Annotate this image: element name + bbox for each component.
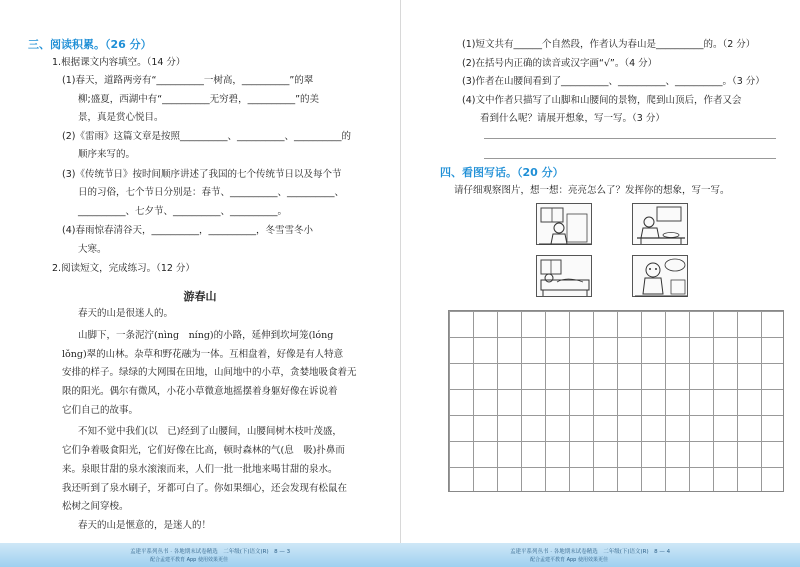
- q1-4-line-a: (4)春雨惊春清谷天，__________，__________，冬雪雪冬小: [62, 225, 313, 236]
- right-q4-line-a: (4)文中作者只描写了山脚和山腰间的景物，爬到山顶后，作者又会: [462, 95, 742, 106]
- story-line: lǒng)翠的山林。杂草和野花融为一体。互相盘着，好像是有人特意: [62, 349, 344, 360]
- q2-intro: 2.阅读短文，完成练习。（12 分）: [52, 263, 195, 274]
- right-q4-line-b: 看到什么呢？请展开想象，写一写。（3 分）: [480, 113, 665, 124]
- picture-3: [536, 255, 592, 297]
- story-line: 来。泉眼甘甜的泉水滚滚而来，人们一批一批地来喝甘甜的泉水。: [62, 464, 338, 475]
- story-line: 不知不觉中我们(以 已)经到了山腰间，山腰间树木枝叶茂盛，: [78, 426, 342, 437]
- q1-4-line-b: 大寒。: [78, 244, 107, 255]
- left-footer-text: 孟建平系列丛书 · 各地期末试卷精选 二年级(下)语文(R) 8 — 3: [130, 549, 291, 555]
- picture-2: [632, 203, 688, 245]
- left-footer: [0, 543, 400, 567]
- writing-grid[interactable]: [448, 310, 784, 492]
- right-footer: [400, 543, 800, 567]
- right-footer-sub: 配合孟建平教育 App 使用效果更佳: [530, 557, 608, 563]
- story-line: 松树之间穿梭。: [62, 501, 129, 512]
- picture-4: [632, 255, 688, 297]
- q1-3-line-c: __________、七夕节、__________、__________。: [78, 206, 288, 217]
- left-footer-sub: 配合孟建平教育 App 使用效果更佳: [150, 557, 228, 563]
- picture-1: [536, 203, 592, 245]
- story-line: 它们争着吸食阳光，它们好像在比高，顿时森林的气(息 吸)扑鼻而: [62, 445, 345, 456]
- story-line: 限的阳光。偶尔有微风，小花小草微意地摇摆着身躯好像在诉说着: [62, 386, 338, 397]
- section4-title: 四、看图写话。（20 分）: [440, 166, 564, 179]
- q1-3-line-a: (3)《传统节日》按时间顺序讲述了我国的七个传统节日以及每个节: [62, 169, 342, 180]
- story-line: 山脚下，一条泥泞(nìng níng)的小路，延伸到坎坷笼(lóng: [78, 330, 334, 341]
- section4-prompt: 请仔细观察图片，想一想：亮亮怎么了？发挥你的想象，写一写。: [454, 185, 730, 196]
- answer-line[interactable]: [484, 138, 776, 139]
- q1-intro: 1.根据课文内容填空。（14 分）: [52, 57, 186, 68]
- section3-title: 三、阅读积累。（26 分）: [28, 38, 152, 51]
- right-footer-text: 孟建平系列丛书 · 各地期末试卷精选 二年级(下)语文(R) 8 — 4: [510, 549, 671, 555]
- story-line: 安排的样子。绿绿的大网围在田地，山间地中的小草，贪婪地吸食着无: [62, 367, 357, 378]
- q1-1-line-a: (1)春天，道路两旁有“__________一树高，__________”的翠: [62, 75, 314, 86]
- q1-1-line-c: 景，真是赏心悦目。: [78, 112, 164, 123]
- story-line: 春天的山是惬意的，是迷人的！: [78, 520, 212, 531]
- right-q3: (3)作者在山腰间看到了__________、__________、__________。（3 分）: [462, 76, 765, 87]
- story-title: 游春山: [183, 290, 217, 303]
- story-line: 它们自己的故事。: [62, 405, 139, 416]
- right-q1: (1)短文共有______个自然段，作者认为春山是__________的。（2 分）: [462, 39, 756, 50]
- story-line: 春天的山是很迷人的。: [78, 308, 174, 319]
- q1-3-line-b: 日的习俗，七个节日分别是：春节、__________、__________、: [78, 187, 345, 198]
- q1-2-line-a: (2)《雷雨》这篇文章是按照__________、__________、__________的: [62, 131, 351, 142]
- q1-2-line-b: 顺序来写的。: [78, 149, 136, 160]
- q1-1-line-b: 柳;盛夏，西湖中有“__________无穷碧，__________”的美: [78, 94, 320, 105]
- right-q2: (2)在括号内正确的读音或汉字画“√”。（4 分）: [462, 58, 658, 69]
- answer-line[interactable]: [484, 158, 776, 159]
- story-line: 我还听到了泉水刷子，牙都可白了。你如果细心，还会发现有松鼠在: [62, 483, 348, 494]
